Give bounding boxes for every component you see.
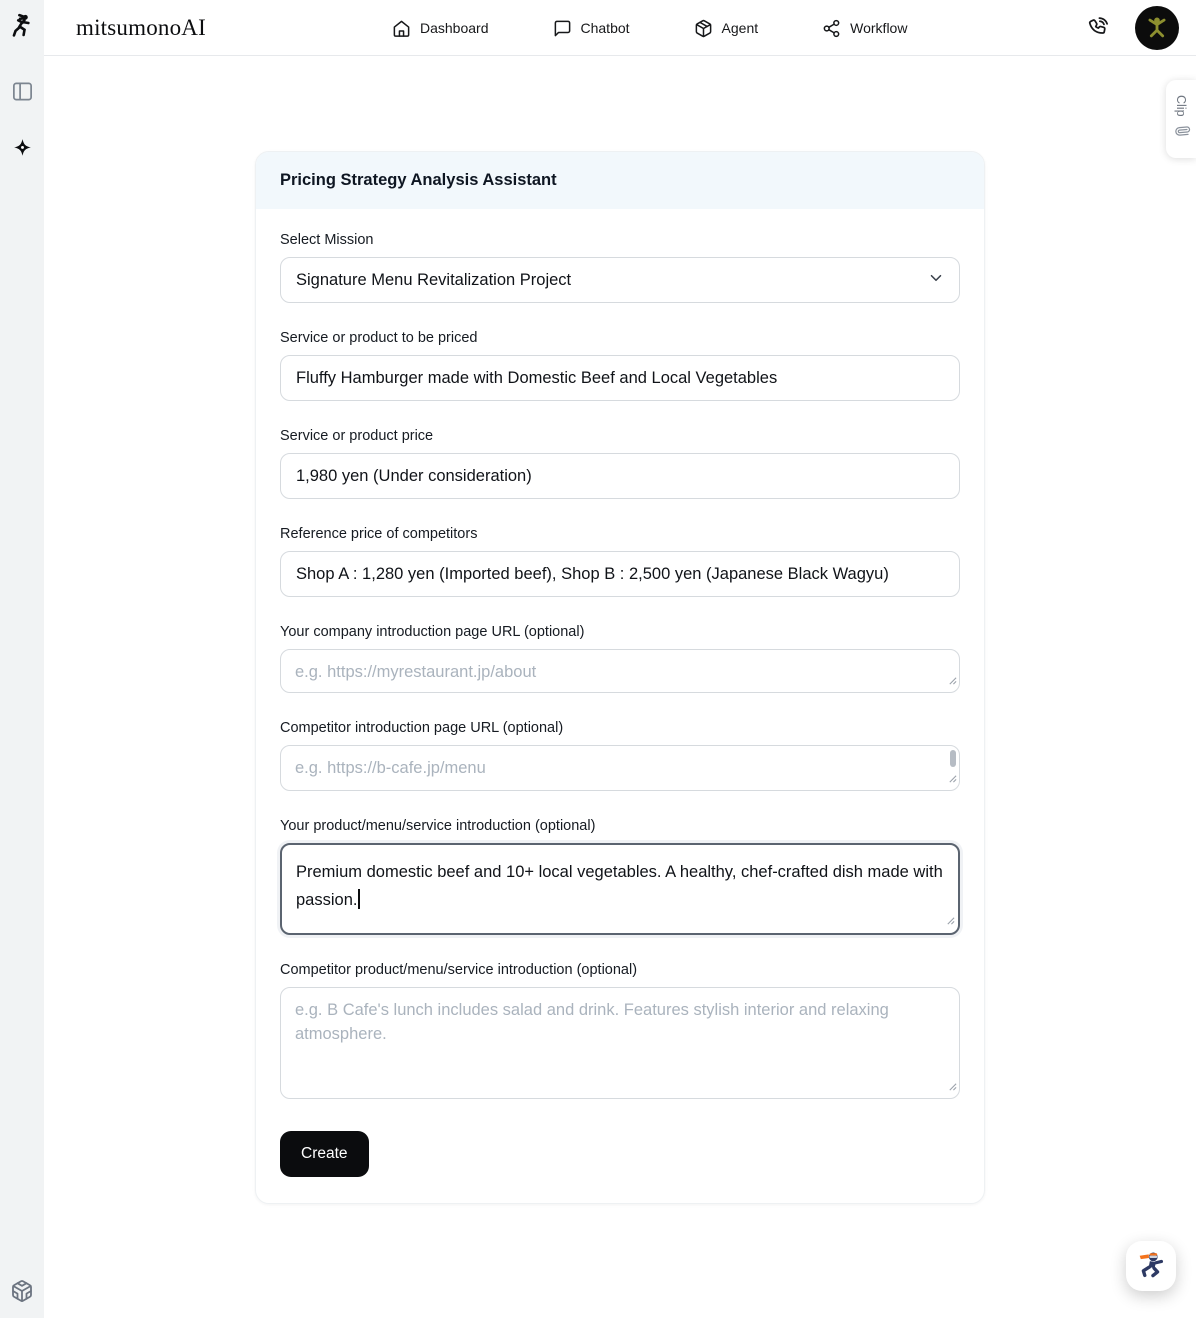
nav-item-agent[interactable] <box>694 19 759 38</box>
pricing-form-card <box>255 151 985 1204</box>
product-name-input[interactable] <box>280 355 960 401</box>
card-header <box>256 152 984 209</box>
brand-logo[interactable] <box>0 0 44 56</box>
clip-tab-label: Clip <box>1174 94 1188 117</box>
nav-label: Workflow <box>850 20 908 36</box>
nav-item-workflow[interactable] <box>822 19 907 38</box>
nav-item-chatbot[interactable] <box>553 19 630 38</box>
field-product-intro <box>280 818 960 935</box>
nav-label: Dashboard <box>420 20 489 36</box>
codesandbox-cube-icon[interactable] <box>9 1278 35 1304</box>
chevron-down-icon <box>927 269 945 292</box>
ninja-mascot-icon <box>1134 1247 1168 1286</box>
topbar-actions <box>1084 6 1196 50</box>
field-label: Service or product to be priced <box>280 330 478 346</box>
selected-option: Signature Menu Revitalization Project <box>296 270 572 289</box>
primary-nav <box>392 0 907 56</box>
field-label: Competitor introduction page URL (optional) <box>280 720 564 736</box>
phone-call-icon[interactable] <box>1084 14 1112 42</box>
user-avatar[interactable] <box>1135 6 1179 50</box>
field-competitor-price <box>280 526 960 597</box>
clip-side-tab[interactable] <box>1166 80 1196 158</box>
field-label: Your company introduction page URL (optional) <box>280 624 585 640</box>
sparkle-icon[interactable] <box>9 136 35 162</box>
field-competitor-url <box>280 720 960 791</box>
ninja-logo-icon <box>9 12 36 44</box>
field-label: Select Mission <box>280 232 374 248</box>
create-button[interactable]: Create <box>280 1131 369 1177</box>
field-product-price <box>280 428 960 499</box>
home-icon <box>392 19 411 38</box>
field-label: Reference price of competitors <box>280 526 478 542</box>
share-network-icon <box>822 19 841 38</box>
field-label: Service or product price <box>280 428 434 444</box>
top-navigation-bar <box>0 0 1196 56</box>
textarea-text: Premium domestic beef and 10+ local vegetables. A healthy, chef-crafted dish made with passion. <box>296 863 943 909</box>
product-price-input[interactable] <box>280 453 960 499</box>
mission-select[interactable] <box>280 257 960 303</box>
field-competitor-intro <box>280 962 960 1099</box>
panel-toggle-icon[interactable] <box>9 78 35 104</box>
nav-label: Agent <box>721 20 759 36</box>
company-url-textarea[interactable] <box>280 649 960 693</box>
competitor-price-input[interactable] <box>280 551 960 597</box>
competitor-url-textarea[interactable] <box>280 745 960 791</box>
package-icon <box>694 19 713 38</box>
competitor-intro-textarea[interactable] <box>280 987 960 1099</box>
product-intro-textarea[interactable] <box>280 843 960 935</box>
paperclip-icon <box>1169 121 1193 146</box>
chat-bubble-icon <box>553 19 572 38</box>
field-product-name <box>280 330 960 401</box>
nav-item-dashboard[interactable] <box>392 19 489 38</box>
text-caret <box>358 889 360 909</box>
field-mission <box>280 232 960 303</box>
page-title: Pricing Strategy Analysis Assistant <box>280 171 557 189</box>
field-company-url <box>280 624 960 693</box>
left-icon-rail <box>0 56 44 1318</box>
card-body <box>256 209 984 1203</box>
assistant-fab[interactable] <box>1126 1241 1176 1291</box>
brand-name[interactable]: mitsumonoAI <box>76 14 206 40</box>
field-label: Your product/menu/service introduction (optional) <box>280 818 596 834</box>
field-label: Competitor product/menu/service introduction (optional) <box>280 962 638 978</box>
nav-label: Chatbot <box>580 20 630 36</box>
main-content <box>44 56 1196 1318</box>
textarea-scrollbar[interactable] <box>950 750 956 767</box>
